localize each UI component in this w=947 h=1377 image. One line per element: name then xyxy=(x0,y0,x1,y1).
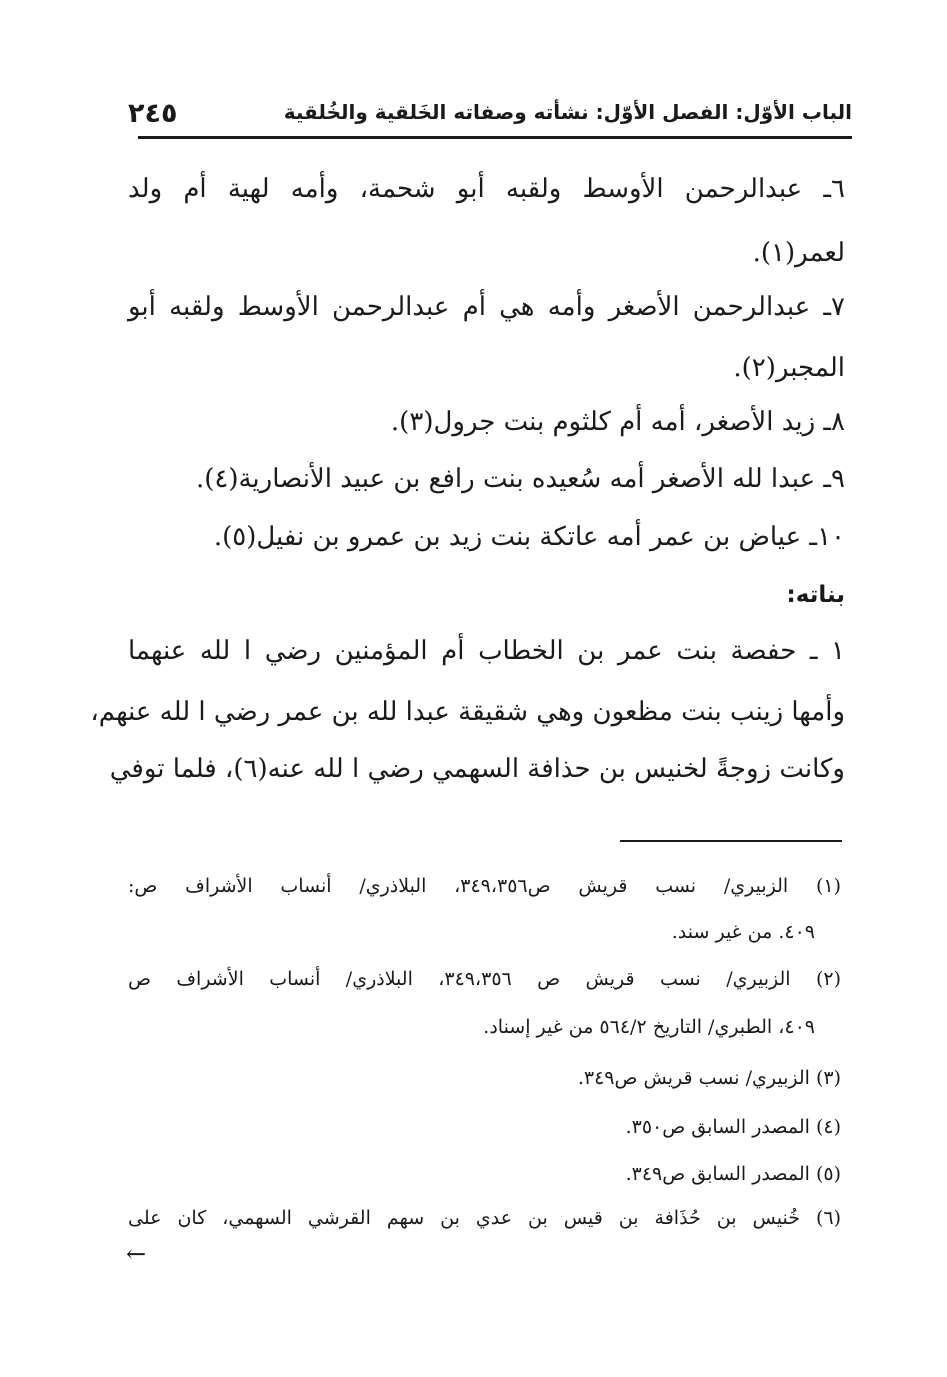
chapter-title: الباب الأوّل: الفصل الأوّل: نشأته وصفاته الخَلقية والخُلقية xyxy=(283,100,852,124)
body-line: المجبر(٢). xyxy=(733,353,845,383)
footnote-line: (٢) الزبيري/ نسب قريش ص ٣٤٩،٣٥٦، البلاذري/ أنساب الأشراف ص xyxy=(128,968,841,990)
footnote-line: (٦) خُنيس بن حُذَافة بن قيس بن عدي بن سهم القرشي السهمي، كان على xyxy=(128,1207,841,1229)
body-line: وأمها زينب بنت مظعون وهي شقيقة عبدا لله بن عمر رضي ا لله عنهم، xyxy=(90,697,845,727)
footnote-line: (٥) المصدر السابق ص٣٤٩. xyxy=(625,1163,841,1185)
body-line: وكانت زوجةً لخنيس بن حذافة السهمي رضي ا لله عنه(٦)، فلما توفي xyxy=(109,754,845,784)
running-header xyxy=(128,98,852,138)
continuation-arrow-icon: ← xyxy=(126,1240,147,1268)
footnote-line: (٤) المصدر السابق ص٣٥٠. xyxy=(625,1116,841,1138)
page-number: ٢٤٥ xyxy=(128,98,178,129)
section-heading: بناته: xyxy=(786,582,845,608)
body-line: ٦ـ عبدالرحمن الأوسط ولقبه أبو شحمة، وأمه لهية أم ولد xyxy=(128,174,845,204)
body-line: ١٠ـ عياض بن عمر أمه عاتكة بنت زيد بن عمرو بن نفيل(٥). xyxy=(213,522,845,552)
header-rule xyxy=(138,136,852,139)
footnote-separator xyxy=(620,840,842,842)
body-line: ١ ـ حفصة بنت عمر بن الخطاب أم المؤمنين رضي ا لله عنهما xyxy=(128,636,845,666)
footnote-line: (١) الزبيري/ نسب قريش ص٣٤٩،٣٥٦، البلاذري/ أنساب الأشراف ص: xyxy=(128,875,841,897)
footnote-line: (٣) الزبيري/ نسب قريش ص٣٤٩. xyxy=(577,1067,841,1089)
body-line: ٨ـ زيد الأصغر، أمه أم كلثوم بنت جرول(٣). xyxy=(390,407,845,437)
body-line: ٩ـ عبدا لله الأصغر أمه سُعيده بنت رافع بن عبيد الأنصارية(٤). xyxy=(195,464,845,494)
body-line: لعمر(١). xyxy=(752,238,845,268)
footnote-line: ٤٠٩، الطبري/ التاريخ ٥٦٤/٢ من غير إسناد. xyxy=(483,1016,815,1038)
body-line: ٧ـ عبدالرحمن الأصغر وأمه هي أم عبدالرحمن الأوسط ولقبه أبو xyxy=(128,292,846,322)
footnote-line: ٤٠٩. من غير سند. xyxy=(671,921,815,943)
